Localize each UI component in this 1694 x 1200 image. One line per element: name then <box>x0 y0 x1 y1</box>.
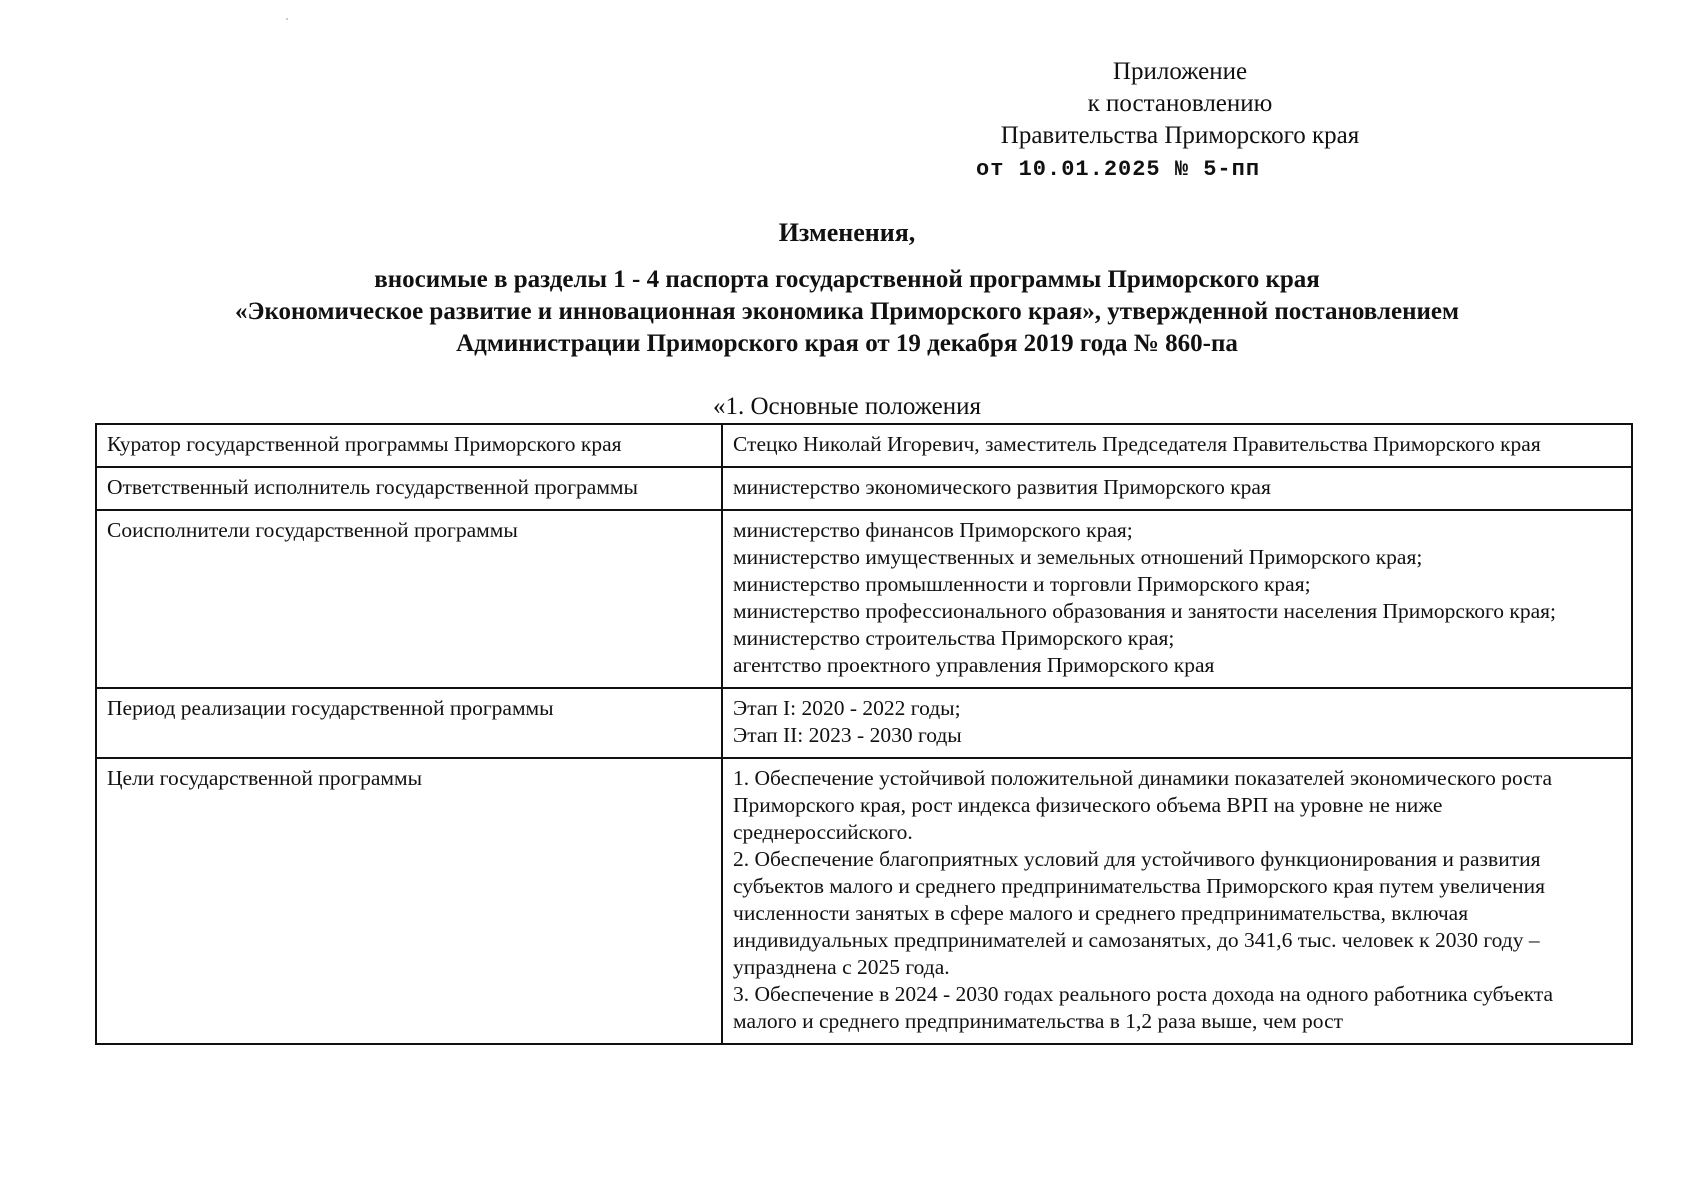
value-line: министерство имущественных и земельных отношений Приморского края; <box>733 545 1423 569</box>
appendix-line-3: Правительства Приморского края <box>1000 122 1360 149</box>
row-label-period: Период реализации государственной программы <box>96 688 722 758</box>
value-line: 1. Обеспечение устойчивой положительной динамики показателей экономического роста Приморского края, рост индекса физического объема ВРП на уровне не ниже среднероссийского. <box>733 766 1553 844</box>
value-line: министерство промышленности и торговли Приморского края; <box>733 572 1311 596</box>
document-subtitle <box>60 264 1634 360</box>
value-line: агентство проектного управления Приморского края <box>733 653 1215 677</box>
subtitle-line-2: «Экономическое развитие и инновационная экономика Приморского края», утвержденной постановлением <box>235 298 1459 325</box>
table-row <box>96 688 1632 758</box>
section-heading: «1. Основные положения <box>712 393 982 420</box>
row-label-curator: Куратор государственной программы Приморского края <box>96 424 722 467</box>
value-line: Стецко Николай Игоревич, заместитель Председателя Правительства Приморского края <box>733 432 1541 456</box>
value-line: Этап II: 2023 - 2030 годы <box>733 723 962 747</box>
program-passport-table <box>95 423 1633 1045</box>
row-label-goals: Цели государственной программы <box>96 758 722 1044</box>
value-line: 3. Обеспечение в 2024 - 2030 годах реального роста дохода на одного работника субъекта малого и среднего предпринимательства в 1,2 раза выше, чем рост <box>733 982 1554 1033</box>
appendix-date-line: от 10.01.2025 № 5-пп <box>976 157 1261 182</box>
row-value-period <box>722 688 1632 758</box>
value-line: министерство профессионального образования и занятости населения Приморского края; <box>733 599 1557 623</box>
value-line: 2. Обеспечение благоприятных условий для устойчивого функционирования и развития субъектов малого и среднего предпринимательства Приморского края путем увеличения численности занятых в сфере малого и среднего предпринимательства, включая индивидуальных предпринимателей и самозанятых, до 341,6 тыс. человек к 2030 году – упразднена с 2025 года. <box>733 847 1546 979</box>
value-line: министерство финансов Приморского края; <box>733 518 1133 542</box>
row-value-goals <box>722 758 1632 1044</box>
row-label-co-executors: Соисполнители государственной программы <box>96 510 722 688</box>
appendix-line-1: Приложение <box>1112 58 1248 85</box>
table-row <box>96 424 1632 467</box>
value-line: министерство экономического развития Приморского края <box>733 475 1271 499</box>
value-line: министерство строительства Приморского края; <box>733 626 1175 650</box>
scan-artifact <box>286 18 288 20</box>
appendix-block <box>960 56 1400 186</box>
table-row <box>96 758 1632 1044</box>
subtitle-line-3: Администрации Приморского края от 19 декабря 2019 года № 860-па <box>456 330 1238 357</box>
subtitle-line-1: вносимые в разделы 1 - 4 паспорта государственной программы Приморского края <box>374 266 1320 293</box>
row-value-responsible-executor <box>722 467 1632 510</box>
table-row <box>96 467 1632 510</box>
row-label-responsible-executor: Ответственный исполнитель государственной программы <box>96 467 722 510</box>
value-line: Этап I: 2020 - 2022 годы; <box>733 696 961 720</box>
row-value-co-executors <box>722 510 1632 688</box>
document-title: Изменения, <box>778 218 916 247</box>
appendix-line-2: к постановлению <box>1087 90 1273 117</box>
row-value-curator <box>722 424 1632 467</box>
table-row <box>96 510 1632 688</box>
